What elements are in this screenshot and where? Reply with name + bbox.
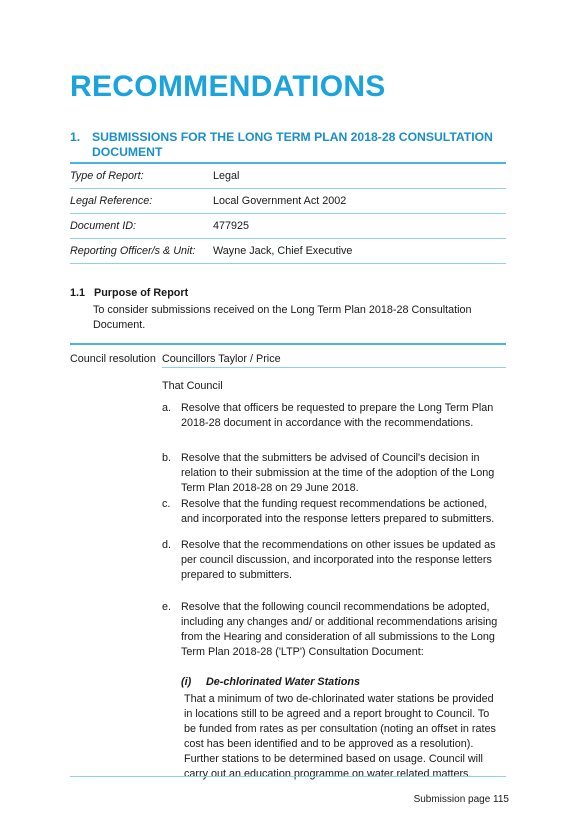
meta-row [70, 164, 506, 189]
item-text: Resolve that the funding request recommendations be actioned, and incorporated into the response letters prepared to submitters. [181, 498, 495, 525]
meta-value: 477925 [213, 220, 250, 232]
meta-key: Reporting Officer/s & Unit: [70, 245, 196, 257]
item-letter: d. [162, 539, 172, 551]
meta-key: Type of Report: [70, 170, 144, 182]
resolution-divider [70, 343, 506, 345]
item-letter: c. [162, 498, 171, 510]
resolution-intro: That Council [162, 380, 223, 392]
resolution-item [162, 401, 506, 431]
purpose-heading-text: Purpose of Report [94, 287, 189, 299]
purpose-text: To consider submissions received on the Long Term Plan 2018-28 Consultation Document. [93, 304, 472, 331]
item-text: Resolve that officers be requested to prepare the Long Term Plan 2018-28 document in accordance with the recommendations. [181, 402, 494, 429]
meta-row [70, 239, 506, 264]
movers-underline [162, 367, 506, 368]
meta-key: Legal Reference: [70, 195, 153, 207]
item-letter: b. [162, 452, 172, 464]
resolution-movers: Councillors Taylor / Price [162, 353, 281, 365]
resolution-item [162, 451, 506, 496]
subitem-heading [181, 676, 360, 688]
subitem-numeral: (i) [181, 676, 192, 688]
resolution-item [162, 538, 506, 583]
meta-key: Document ID: [70, 220, 137, 232]
section-number: 1. [70, 130, 81, 144]
resolution-label: Council resolution [70, 353, 156, 365]
meta-value: Wayne Jack, Chief Executive [213, 245, 353, 257]
subitem-title: De-chlorinated Water Stations [206, 676, 360, 688]
item-letter: a. [162, 402, 172, 414]
item-text: Resolve that the recommendations on other issues be updated as per council discussion, and incorporated into the response letters prepared to submitters. [181, 539, 496, 581]
meta-row [70, 214, 506, 239]
resolution-item [162, 600, 506, 660]
subitem-text: That a minimum of two de-chlorinated water stations be provided in locations still to be agreed and a report brought to Council. To be funded from rates as per consultation (noting an offset in rates cost has been identified and to be approved as a resolution). Further stations to be determined based on usage. Council will carry out an education programme on water related matters. [184, 693, 496, 780]
item-text: Resolve that the submitters be advised of Council's decision in relation to their submission at the time of the adoption of the Long Term Plan 2018-28 on 29 June 2018. [181, 452, 495, 494]
meta-value: Local Government Act 2002 [213, 195, 347, 207]
page-title: RECOMMENDATIONS [70, 70, 386, 103]
section-title: SUBMISSIONS FOR THE LONG TERM PLAN 2018-28 CONSULTATION DOCUMENT [92, 130, 493, 159]
resolution-item [162, 497, 506, 527]
section-heading [70, 130, 510, 160]
bottom-divider [70, 776, 506, 777]
purpose-heading [70, 287, 188, 299]
purpose-number: 1.1 [70, 287, 86, 299]
report-metadata-table [70, 162, 506, 264]
page-footer: Submission page 115 [413, 794, 509, 805]
item-letter: e. [162, 601, 172, 613]
meta-value: Legal [213, 170, 240, 182]
meta-row [70, 189, 506, 214]
item-text: Resolve that the following council recommendations be adopted, including any changes and/ or additional recommendations arising from the Hearing and consideration of all submissions to the Long Term Plan 2018-28 ('LTP') Consultation Document: [181, 601, 498, 658]
